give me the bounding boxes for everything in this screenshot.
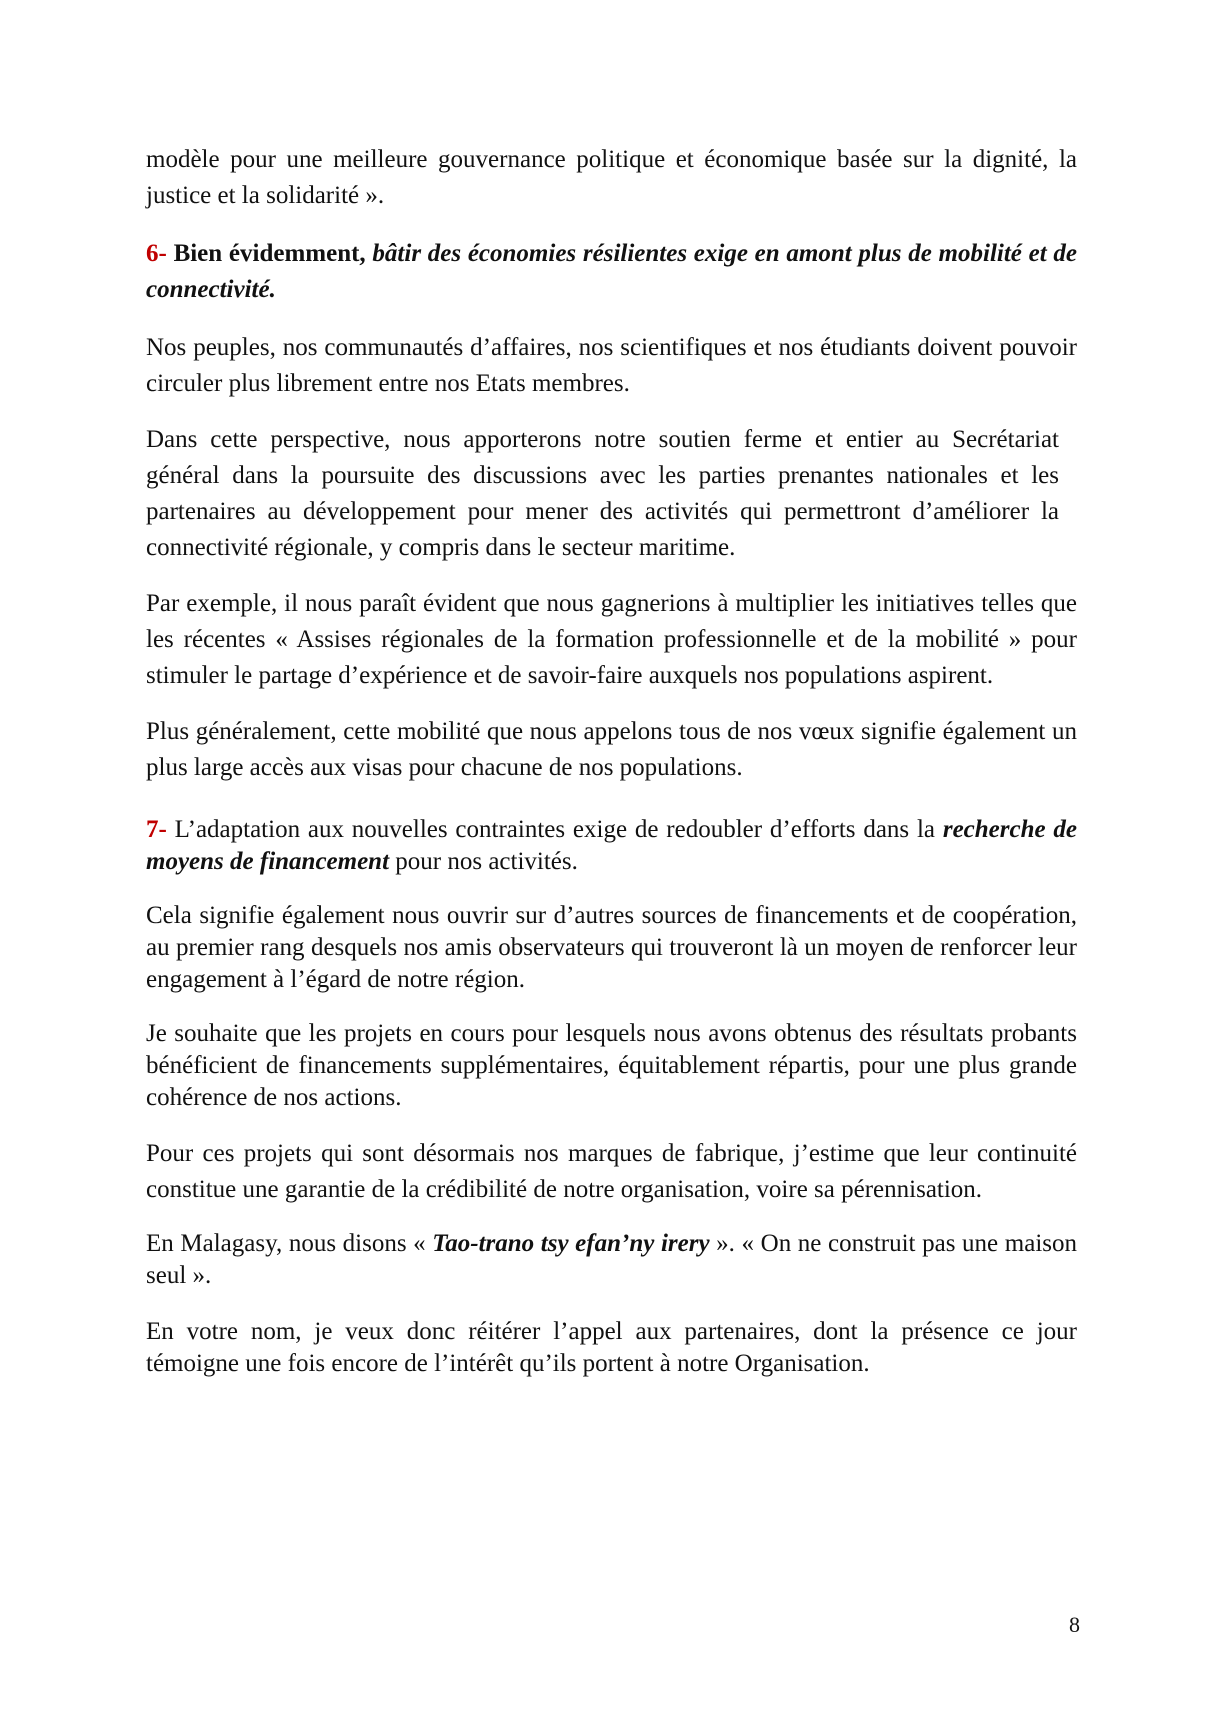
paragraph-text: Par exemple, il nous paraît évident que nous gagnerions à multiplier les initiatives telles que les récentes « Assises régionales de la formation professionnelle et de la mobilité » pour stimuler le partage d’expérience et de savoir-faire auxquels nos populations aspirent. xyxy=(146,590,1077,689)
paragraph-text: L’adaptation aux nouvelles contraintes exige de redoubler d’efforts dans la xyxy=(166,816,943,843)
paragraph-text: modèle pour une meilleure gouvernance politique et économique basée sur la dignité, la justice et la solidarité ». xyxy=(146,146,1077,209)
paragraph-projects xyxy=(146,1018,1077,1114)
paragraph-point-7 xyxy=(146,814,1077,878)
paragraph-continuity xyxy=(146,1136,1077,1208)
paragraph-continuation xyxy=(146,142,1077,214)
paragraph-mobility xyxy=(146,330,1077,402)
page-number: 8 xyxy=(1069,1612,1080,1637)
paragraph-text: Dans cette perspective, nous apporterons notre soutien ferme et entier au Secrétariat général dans la poursuite des discussions avec les parties prenantes nationales et les partenaires au développement pour mener des activités qui permettront d’améliorer la connectivité régionale, y compris dans le secteur maritime. xyxy=(146,426,1059,561)
malagasy-proverb: Tao-trano tsy efan’ny irery xyxy=(432,1230,710,1257)
paragraph-malagasy xyxy=(146,1228,1077,1292)
bold-text: Bien évidemment, xyxy=(166,240,373,267)
paragraph-cooperation xyxy=(146,900,1077,996)
paragraph-partners xyxy=(146,1316,1077,1380)
paragraph-perspective xyxy=(146,422,1059,566)
point-number: 7- xyxy=(146,816,167,843)
paragraph-text: Pour ces projets qui sont désormais nos marques de fabrique, j’estime que leur continuité constitue une garantie de la crédibilité de notre organisation, voire sa pérennisation. xyxy=(146,1140,1077,1203)
paragraph-example xyxy=(146,586,1077,694)
paragraph-text: Cela signifie également nous ouvrir sur d’autres sources de financements et de coopération, au premier rang desquels nos amis observateurs qui trouveront là un moyen de renforcer leur engagement à l’égard de notre région. xyxy=(146,902,1077,993)
paragraph-point-6 xyxy=(146,236,1077,308)
paragraph-text: Plus généralement, cette mobilité que nous appelons tous de nos vœux signifie également un plus large accès aux visas pour chacune de nos populations. xyxy=(146,718,1077,781)
bold-italic-text: recherche de moyens de financement xyxy=(146,816,1078,875)
paragraph-text: En votre nom, je veux donc réitérer l’appel aux partenaires, dont la présence ce jour témoigne une fois encore de l’intérêt qu’ils portent à notre Organisation. xyxy=(146,1318,1077,1377)
paragraph-text: En Malagasy, nous disons « xyxy=(146,1230,433,1257)
page-body xyxy=(146,142,1077,1380)
paragraph-text: ». « On ne construit pas une maison seul ». xyxy=(146,1230,1077,1289)
paragraph-text: Je souhaite que les projets en cours pour lesquels nous avons obtenus des résultats probants bénéficient de financements supplémentaires, équitablement répartis, pour une plus grande cohérence de nos actions. xyxy=(146,1020,1077,1111)
point-number: 6- xyxy=(146,240,167,267)
paragraph-text: Nos peuples, nos communautés d’affaires, nos scientifiques et nos étudiants doivent pouvoir circuler plus librement entre nos Etats membres. xyxy=(146,334,1077,397)
paragraph-visas xyxy=(146,714,1077,786)
bold-italic-text: bâtir des économies résilientes exige en amont plus de mobilité et de connectivité. xyxy=(146,240,1077,303)
paragraph-text: pour nos activités. xyxy=(389,848,578,875)
